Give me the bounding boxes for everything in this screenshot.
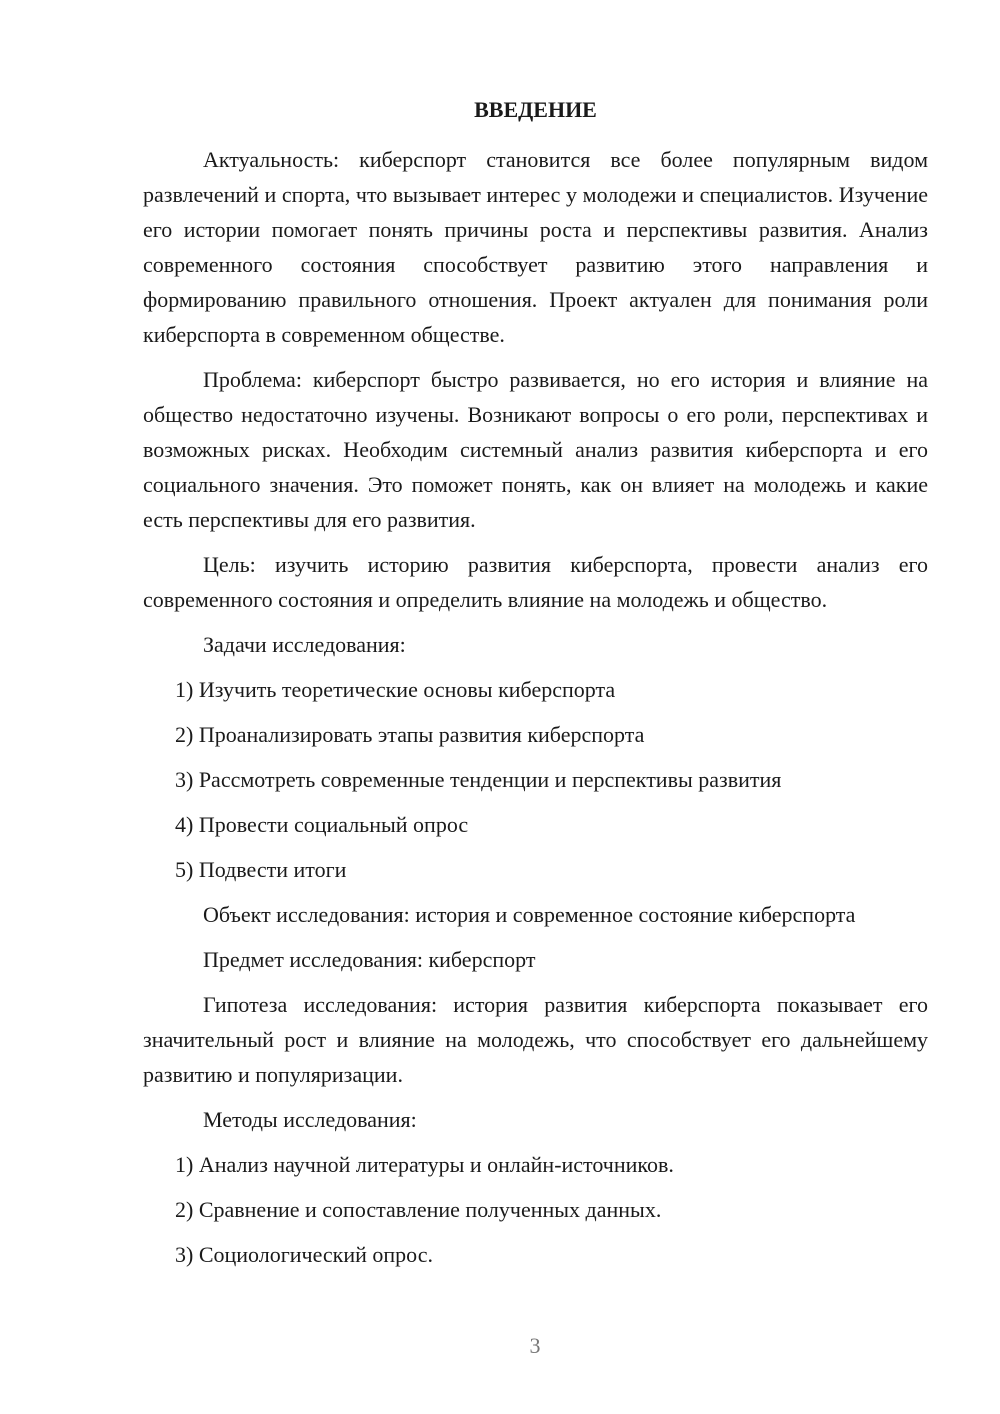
page-content [143,96,928,1282]
hypothesis-paragraph: Гипотеза исследования: история развития киберспорта показывает его значительный рост и влияние на молодежь, что способствует его дальнейшему развитию и популяризации. [143,992,928,1087]
methods-list [143,1147,928,1272]
list-item: 4) Провести социальный опрос [175,812,469,837]
goal-paragraph: Цель: изучить историю развития киберспорта, провести анализ его современного состояния и определить влияние на молодежь и общество. [143,552,928,612]
page-number: 3 [529,1333,541,1358]
problem-paragraph: Проблема: киберспорт быстро развивается, но его история и влияние на общество недостаточно изучены. Возникают вопросы о его роли, перспективах и возможных рисках. Необходим системный анализ развития киберспорта и его социального значения. Это поможет понять, как он влияет на молодежь и какие есть перспективы для его развития. [143,367,928,532]
list-item: 2) Сравнение и сопоставление полученных данных. [175,1197,662,1222]
list-item: 1) Анализ научной литературы и онлайн-источников. [175,1152,674,1177]
methods-heading: Методы исследования: [203,1107,417,1132]
list-item: 3) Социологический опрос. [175,1242,433,1267]
list-item: 5) Подвести итоги [175,857,347,882]
list-item: 2) Проанализировать этапы развития киберспорта [175,722,645,747]
tasks-list [143,672,928,887]
subject-paragraph: Предмет исследования: киберспорт [203,947,536,972]
tasks-heading: Задачи исследования: [203,632,406,657]
list-item: 1) Изучить теоретические основы киберспорта [175,677,616,702]
relevance-paragraph: Актуальность: киберспорт становится все более популярным видом развлечений и спорта, что вызывает интерес у молодежи и специалистов. Изучение его истории помогает понять причины роста и перспективы развития. Анализ современного состояния способствует развитию этого направления и формированию правильного отношения. Проект актуален для понимания роли киберспорта в современном обществе. [143,147,928,347]
list-item: 3) Рассмотреть современные тенденции и перспективы развития [175,767,782,792]
page-title: ВВЕДЕНИЕ [474,97,597,122]
object-paragraph: Объект исследования: история и современное состояние киберспорта [203,902,856,927]
